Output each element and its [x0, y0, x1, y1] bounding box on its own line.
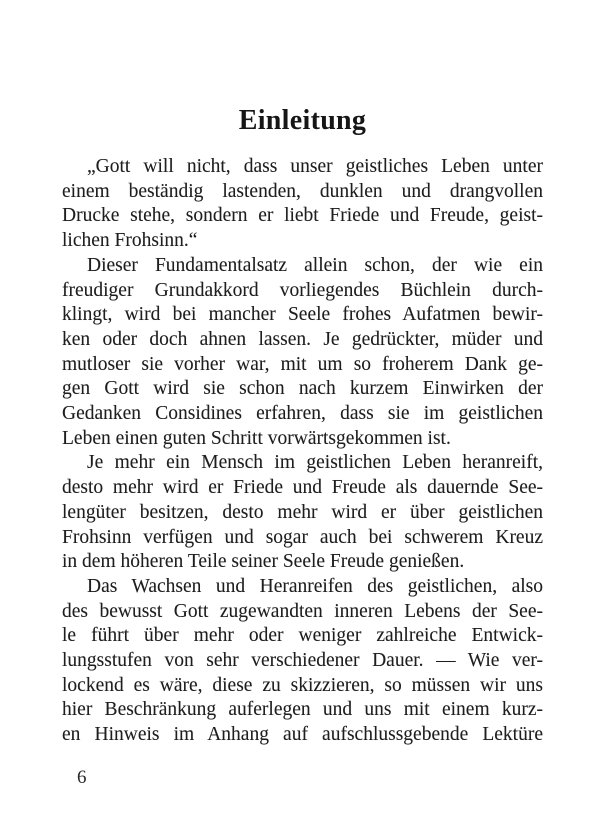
- text-line: Gedanken Considines erfahren, dass sie im geistlichen: [62, 403, 543, 425]
- text-line: gen Gott wird sie schon nach kurzem Einwirken der: [62, 378, 543, 400]
- text-line: Je mehr ein Mensch im geistlichen Leben heranreift,: [87, 452, 543, 474]
- page-number: 6: [77, 767, 87, 788]
- text-line: lockend es wäre, diese zu skizzieren, so müssen wir uns: [62, 674, 543, 696]
- chapter-title: Einleitung: [238, 105, 367, 136]
- text-line: einem beständig lastenden, dunklen und drangvollen: [62, 180, 543, 202]
- text-line: le führt über mehr oder weniger zahlreiche Entwick-: [62, 625, 543, 647]
- text-line: Frohsinn verfügen und sogar auch bei schwerem Kreuz: [62, 526, 543, 548]
- body-text: [62, 155, 543, 748]
- text-line: freudiger Grundakkord vorliegendes Büchlein durch-: [62, 279, 543, 301]
- text-line: Das Wachsen und Heranreifen des geistlichen, also: [87, 575, 543, 597]
- text-line: klingt, wird bei mancher Seele frohes Aufatmen bewir-: [62, 304, 543, 326]
- text-line: lengüter besitzen, desto mehr wird er über geistlichen: [62, 501, 543, 523]
- text-line: en Hinweis im Anhang auf aufschlussgebende Lektüre: [62, 724, 543, 746]
- text-line: mutloser sie vorher war, mit um so froherem Dank ge-: [62, 353, 543, 375]
- text-line: Leben einen guten Schritt vorwärtsgekommen ist.: [62, 427, 451, 449]
- text-line: hier Beschränkung auferlegen und uns mit einem kurz-: [62, 699, 543, 721]
- text-line: „Gott will nicht, dass unser geistliches Leben unter: [87, 156, 543, 177]
- text-line: ken oder doch ahnen lassen. Je gedrückter, müder und: [62, 328, 543, 350]
- text-line: Dieser Fundamentalsatz allein schon, der wie ein: [87, 254, 543, 276]
- text-line: lichen Frohsinn.“: [62, 230, 198, 252]
- text-line: Drucke stehe, sondern er liebt Friede und Freude, geist-: [62, 205, 543, 227]
- text-line: lungsstufen von sehr verschiedener Dauer. — Wie ver-: [62, 650, 543, 672]
- text-line: desto mehr wird er Friede und Freude als dauernde See-: [62, 477, 543, 499]
- text-line: des bewusst Gott zugewandten inneren Lebens der See-: [62, 600, 543, 622]
- text-line: in dem höheren Teile seiner Seele Freude genießen.: [62, 551, 465, 573]
